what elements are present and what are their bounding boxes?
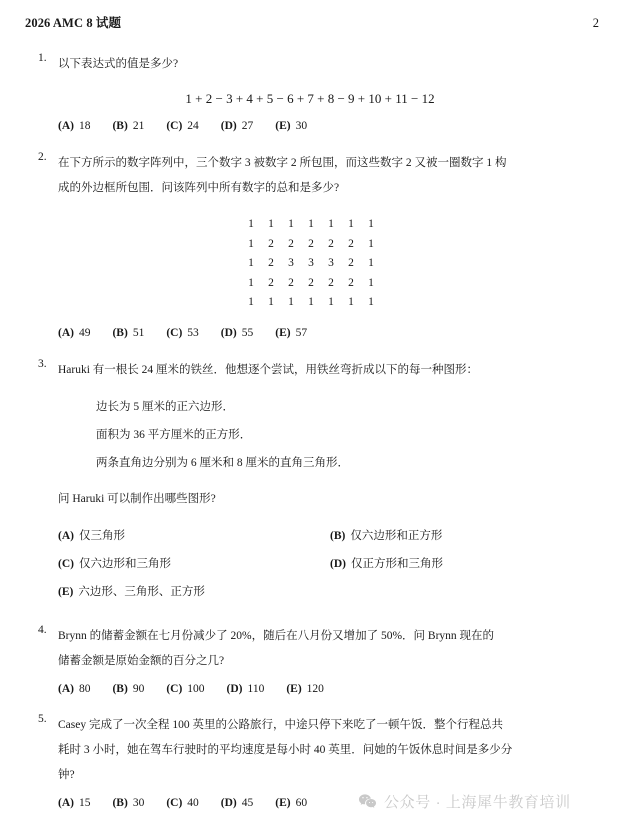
problem-2-number: 2. <box>38 151 47 163</box>
choice-text: 45 <box>241 796 254 809</box>
document-title: 2026 AMC 8 试题 <box>25 16 122 30</box>
grid-cell: 1 <box>348 296 354 308</box>
problem-5-number: 5. <box>38 712 47 725</box>
problem-2 <box>0 151 624 339</box>
choice-label: (C) <box>166 120 183 132</box>
problem-2-choice-c[interactable] <box>166 327 198 339</box>
number-array-row <box>241 293 381 313</box>
problem-3-choices <box>58 522 602 606</box>
shape-option-hexagon: 边长为 5 厘米的正六边形． <box>96 400 234 413</box>
problem-1-choice-e[interactable] <box>275 120 307 132</box>
problem-3-choice-a[interactable] <box>58 522 330 550</box>
choice-label: (D) <box>226 682 243 695</box>
problem-1-choices <box>58 120 602 132</box>
choice-label: (B) <box>112 682 128 695</box>
choice-text: 53 <box>187 326 199 339</box>
choice-label: (D) <box>220 120 237 132</box>
grid-cell: 1 <box>328 296 334 308</box>
problem-3-choice-e[interactable] <box>58 578 374 606</box>
problem-2-choice-d[interactable] <box>221 327 253 339</box>
problem-1-choice-a[interactable] <box>58 120 90 132</box>
problem-5-line-2: 耗时 3 小时，她在驾车行驶时的平均速度是每小时 40 英里．问她的午饭休息时间是多少分 <box>58 743 513 756</box>
choice-label: (D) <box>330 557 346 570</box>
page-number: 2 <box>592 16 599 30</box>
grid-cell: 1 <box>248 296 254 308</box>
shape-option-square: 面积为 36 平方厘米的正方形． <box>96 428 252 441</box>
problem-2-choices <box>58 327 602 339</box>
choice-label: (E) <box>275 796 291 809</box>
problem-5-choice-d[interactable] <box>221 797 253 809</box>
grid-cell: 1 <box>328 218 334 230</box>
problem-3-number: 3. <box>38 357 47 370</box>
page-header <box>25 13 599 33</box>
choice-row <box>58 522 602 550</box>
grid-cell: 3 <box>328 257 334 269</box>
choice-text: 57 <box>295 326 308 339</box>
problem-1-number: 1. <box>38 52 47 64</box>
grid-cell: 1 <box>368 237 374 250</box>
choice-text: 110 <box>247 682 265 695</box>
choice-text: 30 <box>132 796 145 809</box>
grid-cell: 2 <box>308 237 314 250</box>
choice-text: 100 <box>187 682 205 695</box>
problem-5-choice-c[interactable] <box>166 797 198 809</box>
grid-cell: 1 <box>248 218 254 230</box>
choice-label: (B) <box>330 529 346 542</box>
choice-text: 21 <box>132 120 145 132</box>
grid-cell: 2 <box>308 276 314 289</box>
grid-cell: 2 <box>348 237 354 250</box>
problem-2-line-2: 成的外边框所包围．问该阵列中所有数字的总和是多少? <box>58 182 340 194</box>
problem-5-choice-e[interactable] <box>275 797 307 809</box>
choice-label: (A) <box>58 682 74 695</box>
choice-text: 27 <box>241 120 254 132</box>
number-array-row <box>241 254 381 274</box>
choice-text: 仅六边形和三角形 <box>78 557 171 570</box>
choice-text: 80 <box>78 682 91 695</box>
grid-cell: 2 <box>288 237 294 250</box>
problems-container <box>0 52 624 815</box>
grid-cell: 1 <box>368 257 374 269</box>
grid-cell: 1 <box>368 296 374 308</box>
grid-cell: 1 <box>248 257 254 269</box>
problem-1-statement <box>58 52 602 77</box>
choice-text: 55 <box>241 326 254 339</box>
problem-4-line-1: Brynn 的储蓄金额在七月份减少了 20%，随后在八月份又增加了 50%．问 Brynn 现在的 <box>58 629 495 642</box>
problem-4-choice-b[interactable] <box>112 683 144 695</box>
grid-cell: 2 <box>268 276 274 289</box>
choice-label: (E) <box>275 120 291 132</box>
choice-text: 49 <box>78 326 91 339</box>
choice-text: 90 <box>132 682 145 695</box>
problem-5-choice-a[interactable] <box>58 797 90 809</box>
problem-4-number: 4. <box>38 623 47 636</box>
grid-cell: 3 <box>288 257 294 269</box>
problem-5-choice-b[interactable] <box>112 797 144 809</box>
number-array-row <box>241 274 381 294</box>
choice-label: (C) <box>166 682 183 695</box>
choice-label: (D) <box>220 326 237 339</box>
choice-text: 仅三角形 <box>78 529 125 542</box>
wechat-watermark <box>358 791 571 812</box>
grid-cell: 1 <box>308 296 314 308</box>
choice-label: (C) <box>166 796 183 809</box>
choice-text: 40 <box>187 796 199 809</box>
problem-4-choice-a[interactable] <box>58 683 90 695</box>
problem-2-statement <box>58 151 602 201</box>
grid-cell: 1 <box>268 296 274 308</box>
problem-3-statement <box>58 358 602 383</box>
number-array-row <box>241 215 381 235</box>
choice-text: 仅六边形和正方形 <box>350 529 443 542</box>
choice-text: 仅正方形和三角形 <box>350 557 443 570</box>
shape-option-triangle: 两条直角边分别为 6 厘米和 8 厘米的直角三角形． <box>96 456 349 469</box>
grid-cell: 1 <box>288 218 294 230</box>
choice-text: 18 <box>78 120 91 132</box>
choice-label: (A) <box>58 529 74 542</box>
watermark-text: 公众号 · 上海犀牛教育培训 <box>384 794 571 811</box>
grid-cell: 2 <box>268 237 274 250</box>
choice-label: (D) <box>220 796 237 809</box>
choice-text: 30 <box>295 120 308 132</box>
choice-text: 60 <box>295 796 308 809</box>
problem-3-question: 问 Haruki 可以制作出哪些图形? <box>58 492 216 505</box>
grid-cell: 1 <box>248 237 254 250</box>
choice-label: (C) <box>58 557 74 570</box>
wechat-icon <box>358 792 377 811</box>
problem-4-line-2: 储蓄金额是原始金额的百分之几? <box>58 654 225 667</box>
grid-cell: 1 <box>288 296 294 308</box>
problem-3 <box>0 358 624 606</box>
choice-text: 15 <box>78 796 91 809</box>
problem-5-line-1: Casey 完成了一次全程 100 英里的公路旅行，中途只停下来吃了一顿午饭．整个行程总共 <box>58 718 503 731</box>
grid-cell: 2 <box>268 257 274 269</box>
choice-text: 51 <box>132 326 145 339</box>
problem-3-line-1: Haruki 有一根长 24 厘米的铁丝．他想逐个尝试，用铁丝弯折成以下的每一种图形： <box>58 363 479 376</box>
problem-4-statement <box>58 624 602 674</box>
choice-label: (B) <box>112 796 128 809</box>
problem-1-expression: 1 + 2 − 3 + 4 + 5 − 6 + 7 + 8 − 9 + 10 + 11 − 12 <box>185 91 435 106</box>
choice-label: (B) <box>112 120 128 132</box>
grid-cell: 2 <box>348 257 354 269</box>
problem-2-choice-a[interactable] <box>58 327 90 339</box>
problem-2-choice-e[interactable] <box>275 327 307 339</box>
problem-1-choice-b[interactable] <box>112 120 144 132</box>
problem-4-choice-d[interactable] <box>227 683 265 695</box>
problem-4-choice-c[interactable] <box>166 683 204 695</box>
problem-3-shape-list <box>58 393 602 477</box>
problem-5-line-3: 钟? <box>58 768 75 781</box>
number-array-figure <box>58 215 602 313</box>
choice-label: (A) <box>58 796 74 809</box>
grid-cell: 2 <box>288 276 294 289</box>
choice-label: (C) <box>166 326 183 339</box>
grid-cell: 1 <box>308 218 314 230</box>
problem-4 <box>0 624 624 695</box>
grid-cell: 1 <box>368 276 374 289</box>
grid-cell: 1 <box>268 218 274 230</box>
grid-cell: 1 <box>348 218 354 230</box>
problem-3-choice-b[interactable] <box>330 522 602 550</box>
choice-label: (A) <box>58 326 74 339</box>
problem-5-statement <box>58 713 602 788</box>
choice-label: (E) <box>58 585 74 598</box>
grid-cell: 1 <box>248 276 254 289</box>
choice-label: (E) <box>286 682 302 695</box>
choice-row <box>58 550 602 578</box>
problem-1 <box>0 52 624 132</box>
choice-label: (B) <box>112 326 128 339</box>
number-array-row <box>241 235 381 255</box>
choice-text: 六边形、三角形、正方形 <box>78 585 205 598</box>
choice-label: (E) <box>275 326 291 339</box>
problem-1-line-1: 以下表达式的值是多少? <box>58 58 179 70</box>
grid-cell: 2 <box>328 276 334 289</box>
choice-text: 24 <box>187 120 199 132</box>
grid-cell: 2 <box>328 237 334 250</box>
problem-4-choice-e[interactable] <box>286 683 324 695</box>
problem-1-choice-c[interactable] <box>166 120 198 132</box>
grid-cell: 2 <box>348 276 354 289</box>
problem-3-choice-c[interactable] <box>58 550 330 578</box>
problem-1-choice-d[interactable] <box>221 120 253 132</box>
choice-text: 120 <box>306 682 324 695</box>
problem-4-choices <box>58 683 602 695</box>
problem-3-choice-d[interactable] <box>330 550 602 578</box>
choice-label: (A) <box>58 120 74 132</box>
problem-2-line-1: 在下方所示的数字阵列中，三个数字 3 被数字 2 所包围，而这些数字 2 又被一圈数字 1 构 <box>58 157 507 169</box>
grid-cell: 3 <box>308 257 314 269</box>
grid-cell: 1 <box>368 218 374 230</box>
choice-row <box>58 578 602 606</box>
problem-2-choice-b[interactable] <box>112 327 144 339</box>
